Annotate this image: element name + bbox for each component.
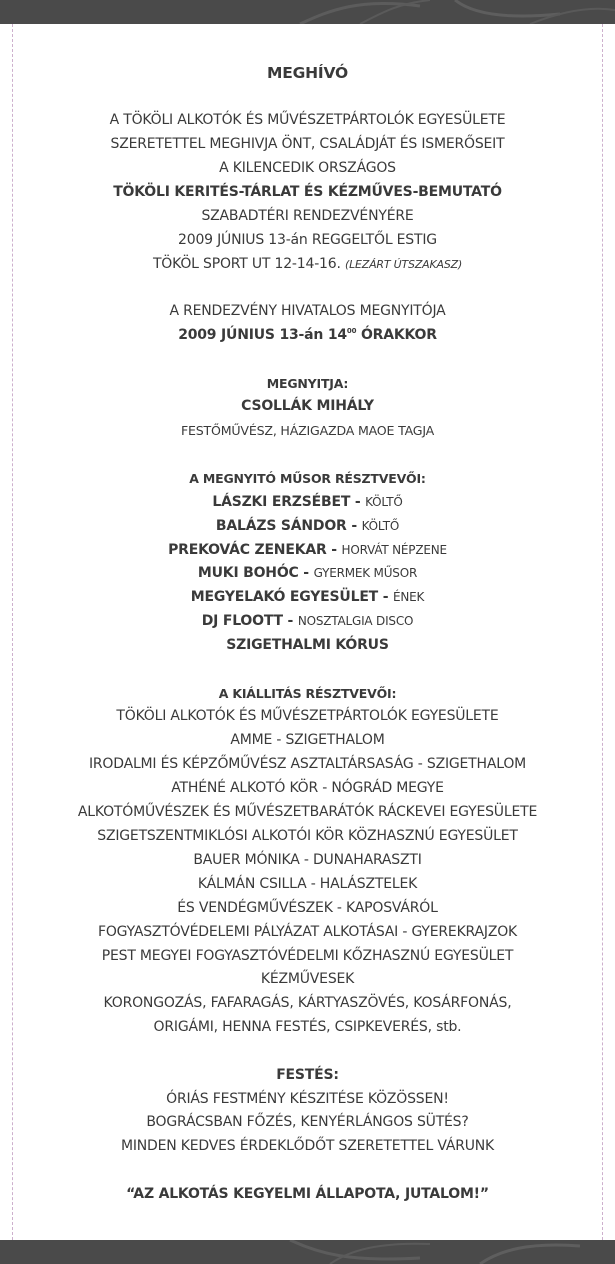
performer-name: DJ FLOOTT [201, 613, 283, 630]
program-heading: A MEGNYITÓ MŰSOR RÉSZTVEVŐI: [189, 470, 426, 486]
event-date: 2009 JÚNIUS 13-án REGGELTŐL ESTIG [178, 231, 437, 248]
opening-time [20, 324, 595, 348]
program-item [20, 515, 595, 539]
performer-role: HORVÁT NÉPZENE [341, 542, 447, 557]
performer-name: SZIGETHALMI KÓRUS [226, 637, 389, 654]
opener-name: CSOLLÁK MIHÁLY [241, 398, 374, 415]
performer-role: ÉNEK [393, 590, 425, 605]
painting-heading: FESTÉS: [276, 1066, 339, 1083]
top-decorative-band [0, 0, 615, 24]
performer-role: KÖLTŐ [361, 518, 400, 533]
separator: - [282, 613, 298, 630]
event-location-text: TÖKÖL SPORT UT 12-14-16. [152, 255, 341, 272]
left-dashed-border [12, 24, 13, 1240]
swirl-ornament-icon [0, 1240, 615, 1264]
event-location-note: (LEZÁRT ÚTSZAKASZ) [344, 257, 463, 271]
intro-line: SZERETETTEL MEGHIVJA ÖNT, CSALÁDJÁT ÉS ISMERŐSEIT [110, 136, 505, 153]
exhibitor-line: PEST MEGYEI FOGYASZTÓVÉDELMI KŐZHASZNÚ EGYESÜLET [101, 947, 514, 964]
performer-name: MUKI BOHÓC [197, 565, 299, 582]
exhibitor-line: AMME - SZIGETHALOM [230, 732, 385, 749]
exhibitor-line: SZIGETSZENTMIKLÓSI ALKOTÓI KÖR KÖZHASZNÚ EGYESÜLET [97, 827, 518, 844]
performer-role: KÖLTŐ [365, 494, 403, 509]
opening-time-date: 2009 JÚNIUS 13-án 14 [178, 327, 347, 344]
opening-time-minutes: 00 [346, 327, 357, 336]
painting-line: ÓRIÁS FESTMÉNY KÉSZITÉSE KÖZÖSSEN! [166, 1090, 449, 1107]
program-item [20, 539, 595, 563]
separator: - [346, 517, 362, 534]
separator: - [350, 493, 366, 510]
exhibitor-line: FOGYASZTÓVÉDELEMI PÁLYÁZAT ALKOTÁSAI - GYEREKRAJZOK [97, 923, 518, 940]
exhibitor-line: KÉZMŰVESEK [260, 971, 355, 988]
performer-role: GYERMEK MŰSOR [313, 566, 418, 581]
separator: - [298, 565, 314, 582]
program-item [20, 562, 595, 586]
performer-name: LÁSZKI ERZSÉBET [212, 493, 351, 510]
intro-line: A TÖKÖLI ALKOTÓK ÉS MŰVÉSZETPÁRTOLÓK EGYESÜLETE [109, 112, 506, 129]
exhibitor-line: KÁLMÁN CSILLA - HALÁSZTELEK [197, 875, 418, 892]
invitation-text [20, 62, 595, 1207]
painting-line: BOGRÁCSBAN FŐZÉS, KENYÉRLÁNGOS SÜTÉS? [146, 1114, 469, 1131]
intro-line: A KILENCEDIK ORSZÁGOS [219, 160, 396, 177]
exhibitor-line: TÖKÖLI ALKOTÓK ÉS MŰVÉSZETPÁRTOLÓK EGYESÜLETE [116, 708, 499, 725]
right-dashed-border [602, 24, 603, 1240]
invitation-title: MEGHÍVÓ [267, 64, 348, 82]
performer-name: PREKOVÁC ZENEKAR [168, 541, 327, 558]
painting-line: MINDEN KEDVES ÉRDEKLŐDŐT SZERETETTEL VÁRUNK [120, 1138, 495, 1155]
exhibitor-line: BAUER MÓNIKA - DUNAHARASZTI [193, 851, 422, 868]
exhibitor-line: ORIGÁMI, HENNA FESTÉS, CSIPKEVERÉS, stb. [153, 1019, 462, 1036]
program-item [20, 610, 595, 634]
opener-heading: MEGNYITJA: [266, 375, 349, 391]
event-type: SZABADTÉRI RENDEZVÉNYÉRE [201, 208, 414, 225]
event-location [20, 253, 595, 277]
opening-time-suffix: ÓRAKKOR [356, 327, 437, 344]
exhibitor-line: KORONGOZÁS, FAFARAGÁS, KÁRTYASZÖVÉS, KOSÁRFONÁS, [103, 995, 512, 1012]
exhibitor-line: ATHÉNÉ ALKOTÓ KÖR - NÓGRÁD MEGYE [171, 780, 444, 797]
performer-role: NOSZTALGIA DISCO [297, 614, 414, 629]
separator: - [378, 589, 393, 606]
performer-name: BALÁZS SÁNDOR [215, 517, 347, 534]
event-name: TÖKÖLI KERITÉS-TÁRLAT ÉS KÉZMŰVES-BEMUTATÓ [113, 184, 502, 201]
program-item [20, 491, 595, 515]
closing-quote: “AZ ALKOTÁS KEGYELMI ÁLLAPOTA, JUTALOM!” [126, 1185, 489, 1202]
exhibitors-heading: A KIÁLLITÁS RÉSZTVEVŐI: [218, 685, 397, 701]
exhibitor-line: ALKOTÓMŰVÉSZEK ÉS MŰVÉSZETBARÁTÓK RÁCKEVEI EGYESÜLETE [77, 804, 538, 821]
bottom-decorative-band [0, 1240, 615, 1264]
exhibitor-line: ÉS VENDÉGMŰVÉSZEK - KAPOSVÁRÓL [177, 899, 438, 916]
program-item [20, 586, 595, 610]
exhibitor-line: IRODALMI ÉS KÉPZŐMŰVÉSZ ASZTALTÁRSASÁG - SZIGETHALOM [88, 756, 527, 773]
opener-role: FESTŐMŰVÉSZ, HÁZIGAZDA MAOE TAGJA [180, 423, 435, 439]
swirl-ornament-icon [0, 0, 615, 24]
separator: - [326, 541, 342, 558]
program-item [20, 634, 595, 658]
opening-heading: A RENDEZVÉNY HIVATALOS MEGNYITÓJA [169, 303, 446, 320]
performer-name: MEGYELAKÓ EGYESÜLET [190, 589, 379, 606]
